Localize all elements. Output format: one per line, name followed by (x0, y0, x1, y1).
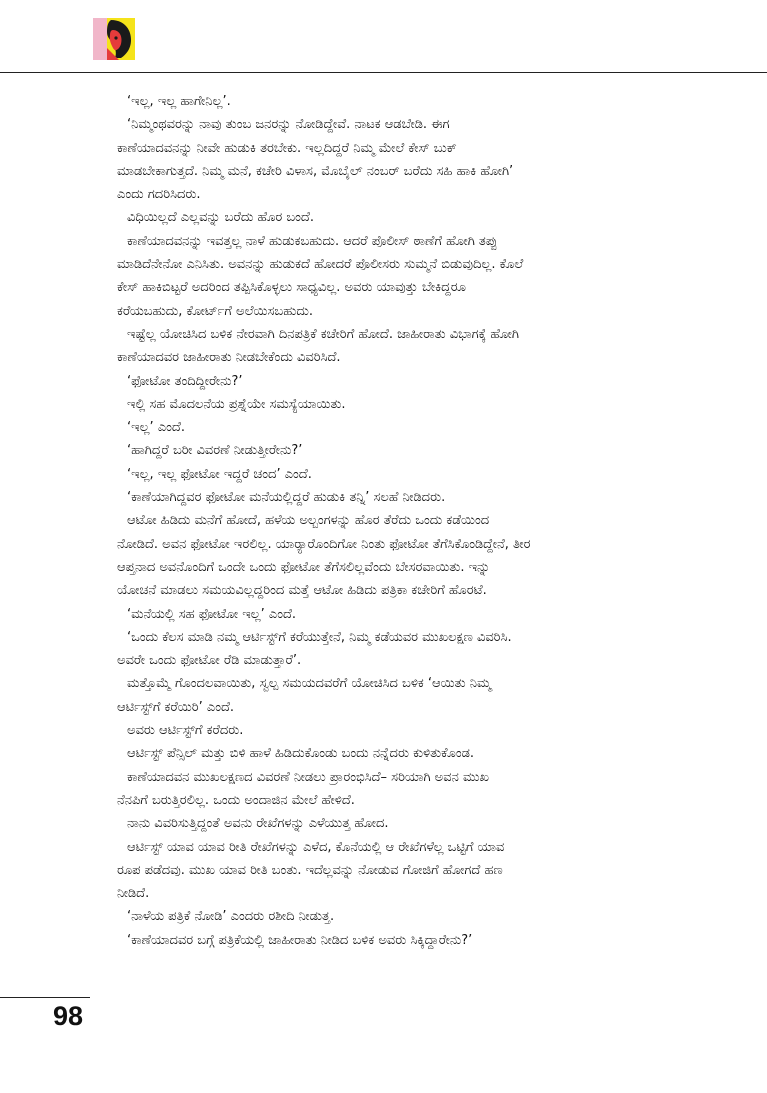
text-line: ‘ಕಾಣೆಯಾದವರ ಬಗ್ಗೆ ಪತ್ರಿಕೆಯಲ್ಲಿ ಜಾಹೀರಾತು ನೀಡಿದ ಬಳಿಕ ಅವರು ಸಿಕ್ಕಿದ್ದಾರೇನು?’ (127, 932, 473, 948)
text-line: ಅವರೇ ಒಂದು ಫೋಟೋ ರೆಡಿ ಮಾಡುತ್ತಾರೆ’. (117, 653, 302, 669)
footer-rule (0, 997, 90, 998)
text-line: ಕಾಣೆಯಾದವನ ಮುಖಲಕ್ಷಣದ ವಿವರಣೆ ನೀಡಲು ಪ್ರಾರಂಭಿಸಿದೆ– ಸರಿಯಾಗಿ ಅವನ ಮುಖ (127, 769, 489, 785)
text-line: ಕಾಣೆಯಾದವನನ್ನು ಇವತ್ತಲ್ಲ ನಾಳೆ ಹುಡುಕಬಹುದು. ಆದರೆ ಪೊಲೀಸ್ ಠಾಣೆಗೆ ಹೋಗಿ ತಪ್ಪು (127, 233, 498, 249)
text-line: ಇಷ್ಟೆಲ್ಲ ಯೋಚಿಸಿದ ಬಳಿಕ ನೇರವಾಗಿ ದಿನಪತ್ರಿಕೆ ಕಚೇರಿಗೆ ಹೋದೆ. ಜಾಹೀರಾತು ವಿಭಾಗಕ್ಕೆ ಹೋಗಿ (127, 326, 520, 342)
text-line: ಆರ್ಟಿಸ್ಟ್ ಯಾವ ಯಾವ ರೀತಿ ರೇಖೆಗಳನ್ನು ಎಳೆದ, ಕೊನೆಯಲ್ಲಿ ಆ ರೇಖೆಗಳೆಲ್ಲ ಒಟ್ಟಿಗೆ ಯಾವ (127, 839, 505, 855)
text-line: ‘ಕಾಣೆಯಾಗಿದ್ದವರ ಫೋಟೋ ಮನೆಯಲ್ಲಿದ್ದರೆ ಹುಡುಕಿ ತನ್ನಿ’ ಸಲಹೆ ನೀಡಿದರು. (127, 490, 446, 506)
text-line: ಎಂದು ಗದರಿಸಿದರು. (117, 187, 201, 203)
text-line: ಕಾಣೆಯಾದವನನ್ನು ನೀವೇ ಹುಡುಕಿ ತರಬೇಕು. ಇಲ್ಲದಿದ್ದರೆ ನಿಮ್ಮ ಮೇಲೆ ಕೇಸ್ ಬುಕ್ (117, 140, 457, 156)
text-line: ‘ಇಲ್ಲ, ಇಲ್ಲ ಫೋಟೋ ಇದ್ದರೆ ಚಂದ’ ಎಂದೆ. (127, 466, 312, 482)
text-line: ‘ಒಂದು ಕೆಲಸ ಮಾಡಿ ನಮ್ಮ ಆರ್ಟಿಸ್ಟ್‌ಗೆ ಕರೆಯುತ್ತೇನೆ, ನಿಮ್ಮ ಕಡೆಯವರ ಮುಖಲಕ್ಷಣ ವಿವರಿಸಿ. (127, 629, 512, 645)
text-line: ರೂಪ ಪಡೆದವು. ಮುಖ ಯಾವ ರೀತಿ ಬಂತು. ಇದೆಲ್ಲವನ್ನು ನೋಡುವ ಗೋಜಿಗೆ ಹೋಗದೆ ಹಣ (117, 862, 503, 878)
text-line: ಆಟೋ ಹಿಡಿದು ಮನೆಗೆ ಹೋದೆ, ಹಳೆಯ ಅಲ್ಬಂಗಳನ್ನು ಹೊರ ತೆರೆದು ಒಂದು ಕಡೆಯಿಂದ (127, 513, 490, 529)
header-rule (0, 72, 767, 73)
text-line: ಮಾಡಬೇಕಾಗುತ್ತದೆ. ನಿಮ್ಮ ಮನೆ, ಕಚೇರಿ ವಿಳಾಸ, ಮೊಬೈಲ್ ನಂಬರ್ ಬರೆದು ಸಹಿ ಹಾಕಿ ಹೋಗಿ’ (117, 163, 514, 179)
text-line: ‘ಇಲ್ಲ, ಇಲ್ಲ ಹಾಗೇನಿಲ್ಲ’. (127, 94, 231, 109)
text-line: ಕೇಸ್ ಹಾಕಿಬಿಟ್ಟರೆ ಅದರಿಂದ ತಪ್ಪಿಸಿಕೊಳ್ಳಲು ಸಾಧ್ಯವಿಲ್ಲ. ಅವರು ಯಾವುತ್ತು ಬೇಕಿದ್ದರೂ (117, 280, 466, 296)
page-number: 98 (53, 1001, 84, 1031)
text-line: ‘ನಾಳೆಯ ಪತ್ರಿಕೆ ನೋಡಿ’ ಎಂದರು ರಶೀದಿ ನೀಡುತ್ತ. (127, 909, 335, 925)
text-line: ಆಪ್ತನಾದ ಅವನೊಂದಿಗೆ ಒಂದೇ ಒಂದು ಫೋಟೋ ತೆಗೆಸಲಿಲ್ಲವೆಂದು ಬೇಸರವಾಯಿತು. ಇನ್ನು (117, 559, 491, 575)
magazine-logo-face-icon (93, 18, 135, 60)
text-line: ಕರೆಯಬಹುದು, ಕೋರ್ಟ್‌ಗೆ ಅಲೆಯಿಸಬಹುದು. (117, 303, 314, 319)
text-line: ವಿಧಿಯಿಲ್ಲದೆ ಎಲ್ಲವನ್ನು ಬರೆದು ಹೊರ ಬಂದೆ. (127, 210, 314, 226)
text-line: ‘ಹಾಗಿದ್ದರೆ ಬರೀ ವಿವರಣೆ ನೀಡುತ್ತೀರೇನು?’ (127, 443, 303, 459)
text-line: ಇಲ್ಲಿ ಸಹ ಮೊದಲನೆಯ ಪ್ರಶ್ನೆಯೇ ಸಮಸ್ಯೆಯಾಯಿತು. (127, 396, 346, 412)
text-line: ‘ಫೋಟೋ ತಂದಿದ್ದೀರೇನು?’ (127, 373, 243, 389)
text-line (117, 952, 677, 975)
text-line: ಆರ್ಟಿಸ್ಟ್‌ಗೆ ಕರೆಯಿರಿ’ ಎಂದೆ. (117, 699, 235, 715)
text-line: ಯೋಚನೆ ಮಾಡಲು ಸಮಯವಿಲ್ಲದ್ದರಿಂದ ಮತ್ತೆ ಆಟೋ ಹಿಡಿದು ಪತ್ರಿಕಾ ಕಚೇರಿಗೆ ಹೊರಟೆ. (117, 583, 487, 599)
text-line: ‘ಮನೆಯಲ್ಲಿ ಸಹ ಫೋಟೋ ಇಲ್ಲ’ ಎಂದೆ. (127, 606, 297, 622)
text-line: ಕಾಣೆಯಾದವರ ಜಾಹೀರಾತು ನೀಡಬೇಕೆಂದು ವಿವರಿಸಿದೆ. (117, 350, 341, 366)
text-line: ಮಾಡಿದೆನೇನೋ ಎನಿಸಿತು. ಅವನನ್ನು ಹುಡುಕದೆ ಹೋದರೆ ಪೊಲೀಸರು ಸುಮ್ಮನೆ ಬಿಡುವುದಿಲ್ಲ. ಕೊಲೆ (117, 257, 524, 273)
text-line: ಮತ್ತೊಮ್ಮೆ ಗೊಂದಲವಾಯಿತು, ಸ್ವಲ್ಪ ಸಮಯದವರೆಗೆ ಯೋಚಿಸಿದ ಬಳಿಕ ‘ಆಯಿತು ನಿಮ್ಮ (127, 676, 492, 692)
text-line: ನೆನಪಿಗೆ ಬರುತ್ತಿರಲಿಲ್ಲ. ಒಂದು ಅಂದಾಜಿನ ಮೇಲೆ ಹೇಳಿದೆ. (117, 792, 355, 808)
text-line: ನೀಡಿದೆ. (117, 886, 150, 902)
text-line: ನಾನು ವಿವರಿಸುತ್ತಿದ್ದಂತೆ ಅವನು ರೇಖೆಗಳನ್ನು ಎಳೆಯುತ್ತ ಹೋದ. (127, 816, 389, 832)
body-text (117, 90, 677, 975)
text-line: ನೋಡಿದೆ. ಅವನ ಫೋಟೋ ಇರಲಿಲ್ಲ. ಯಾರ್‍ಯಾರೊಂದಿಗೋ ನಿಂತು ಫೋಟೋ ತೆಗೆಸಿಕೊಂಡಿದ್ದೇನೆ, ತೀರ (117, 536, 531, 552)
text-line: ಅವರು ಆರ್ಟಿಸ್ಟ್‌ಗೆ ಕರೆದರು. (127, 723, 244, 739)
text-line: ಆರ್ಟಿಸ್ಟ್ ಪೆನ್ಸಿಲ್ ಮತ್ತು ಬಿಳಿ ಹಾಳೆ ಹಿಡಿದುಕೊಂಡು ಬಂದು ನನ್ನೆದರು ಕುಳಿತುಕೊಂಡ. (127, 746, 475, 762)
text-line: ‘ನಿಮ್ಮಂಥವರನ್ನು ನಾವು ತುಂಬ ಜನರನ್ನು ನೋಡಿದ್ದೇವೆ. ನಾಟಕ ಆಡಬೇಡಿ. ಈಗ (127, 117, 450, 133)
text-line: ‘ಇಲ್ಲ’ ಎಂದೆ. (127, 420, 185, 436)
